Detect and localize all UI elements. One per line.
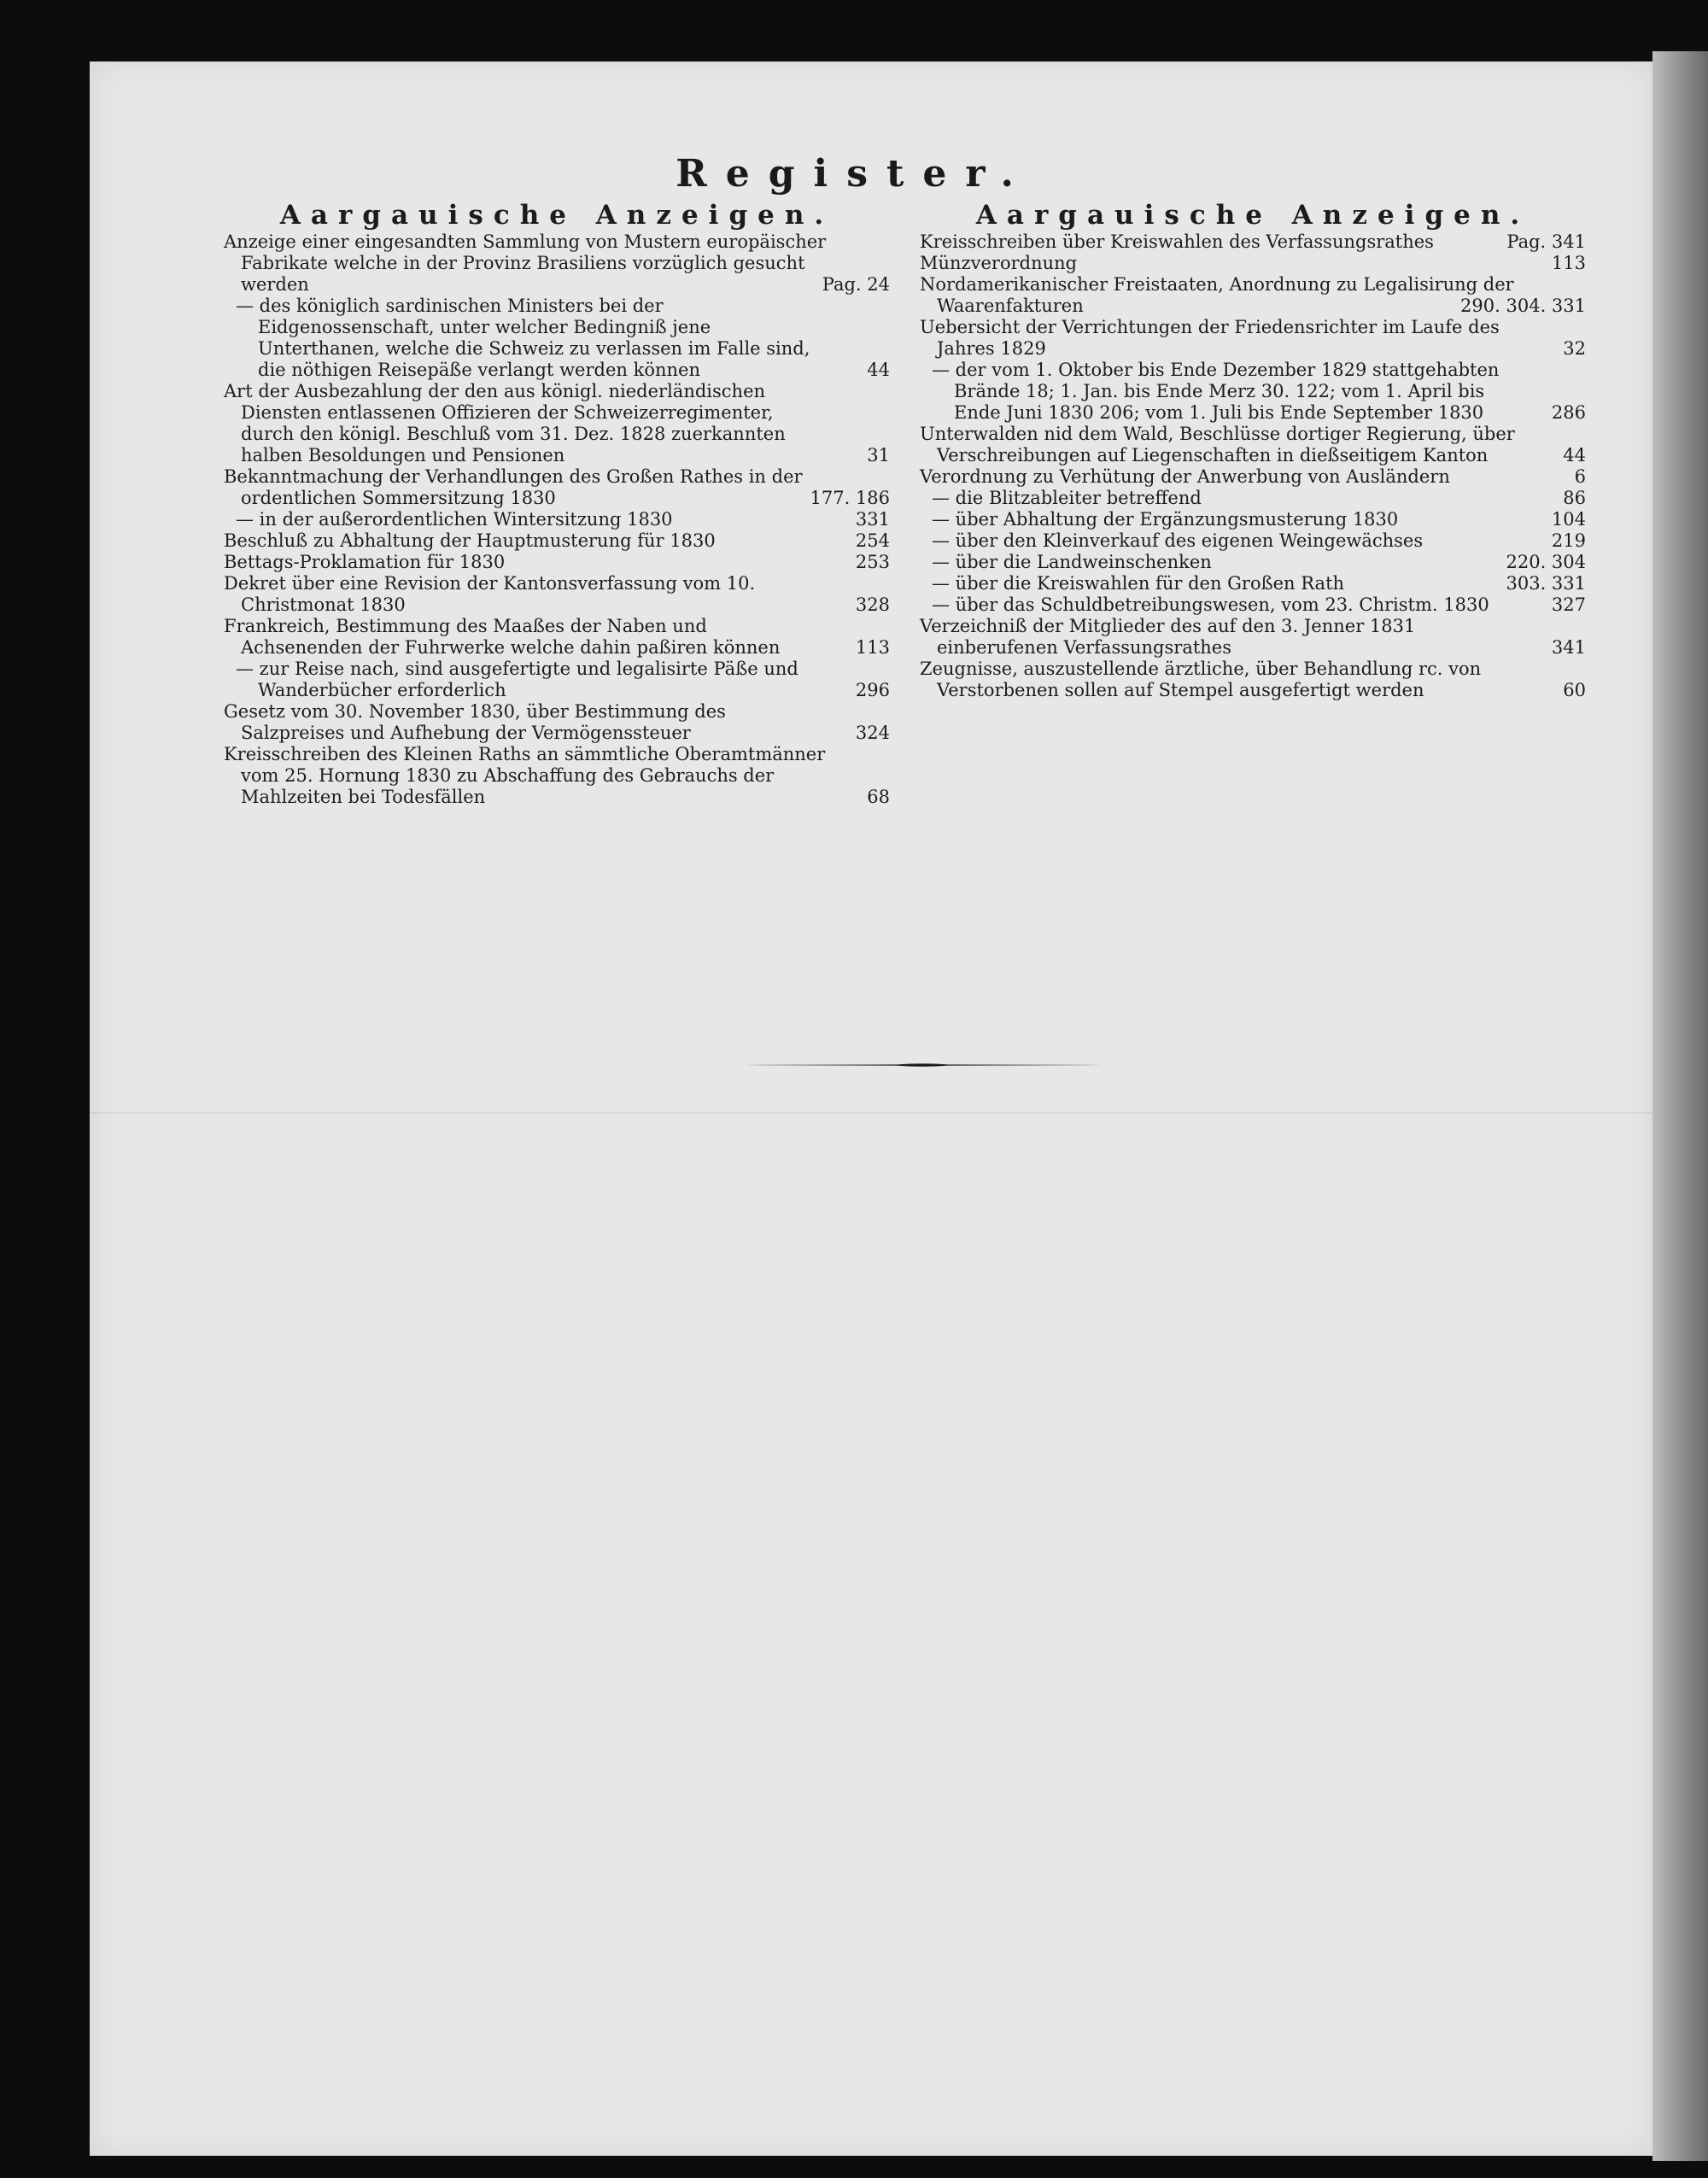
entry-page-number: 324 (855, 723, 890, 743)
register-entry (224, 509, 890, 530)
register-entry (920, 253, 1586, 274)
register-entry (920, 616, 1586, 659)
left-column-heading: Aargauische Anzeigen. (279, 200, 834, 231)
entry-page-number: 113 (855, 637, 890, 658)
entry-text: — über das Schuldbetreibungswesen, vom 23. Christm. 1830 (932, 594, 1489, 615)
register-entry (224, 466, 890, 509)
entry-page-number: 31 (867, 445, 890, 465)
right-column-heading: Aargauische Anzeigen. (975, 200, 1530, 231)
entry-text: Frankreich, Bestimmung des Maaßes der Naben und Achsenenden der Fuhrwerke welche dahin paßiren können (224, 616, 781, 658)
entry-text: — der vom 1. Oktober bis Ende Dezember 1829 stattgehabten Brände 18; 1. Jan. bis Ende Merz 30. 122; vom 1. April bis Ende Juni 1830 206; vom 1. Juli bis Ende September 1830 (932, 360, 1500, 423)
entry-text: Bettags-Proklamation für 1830 (224, 552, 506, 572)
register-entry (224, 231, 890, 296)
entry-page-number: 68 (867, 787, 890, 807)
entry-text: Zeugnisse, auszustellende ärztliche, über Behandlung rc. von Verstorbenen sollen auf Stempel ausgefertigt werden (920, 659, 1482, 700)
entry-text: — über Abhaltung der Ergänzungsmusterung 1830 (932, 509, 1399, 530)
entry-text: Kreisschreiben des Kleinen Raths an sämmtliche Oberamtmänner vom 25. Hornung 1830 zu Abschaffung des Gebrauchs der Mahlzeiten bei Todesfällen (224, 744, 826, 807)
entry-page-number: 290. 304. 331 (1460, 296, 1586, 316)
right-entries-list (920, 231, 1586, 701)
entry-text: Dekret über eine Revision der Kantonsverfassung vom 10. Christmonat 1830 (224, 573, 756, 615)
entry-page-number: 219 (1551, 530, 1586, 551)
entry-page-number: 44 (867, 360, 890, 380)
entry-page-number: 220. 304 (1506, 552, 1586, 572)
entry-page-number: 177. 186 (810, 488, 890, 508)
entry-page-number: 6 (1574, 466, 1586, 487)
entry-page-number: 32 (1563, 338, 1586, 359)
entry-text: — über die Landweinschenken (932, 552, 1212, 572)
entry-page-number: 113 (1551, 253, 1586, 273)
entry-text: Verordnung zu Verhütung der Anwerbung von Ausländern (920, 466, 1450, 487)
entry-page-number: 296 (855, 680, 890, 700)
entry-text: — in der außerordentlichen Wintersitzung 1830 (236, 509, 673, 530)
entry-text: — zur Reise nach, sind ausgefertigte und legalisirte Päße und Wanderbücher erforderlich (236, 659, 798, 700)
register-entry (920, 530, 1586, 552)
register-entry (920, 659, 1586, 701)
entry-text: Münzverordnung (920, 253, 1078, 273)
entry-text: Anzeige einer eingesandten Sammlung von Mustern europäischer Fabrikate welche in der Provinz Brasiliens vorzüglich gesucht werden (224, 231, 827, 295)
entry-page-number: 286 (1551, 402, 1586, 423)
register-entry (920, 231, 1586, 253)
entry-text: Kreisschreiben über Kreiswahlen des Verfassungsrathes (920, 231, 1434, 252)
entry-text: — des königlich sardinischen Ministers bei der Eidgenossenschaft, unter welcher Bedingniß jene Unterthanen, welche die Schweiz zu verlassen im Falle sind, die nöthigen Reisepäße verlangt werden können (236, 296, 810, 380)
entry-text: Beschluß zu Abhaltung der Hauptmusterung für 1830 (224, 530, 716, 551)
register-entry (920, 274, 1586, 317)
entry-text: Uebersicht der Verrichtungen der Friedensrichter im Laufe des Jahres 1829 (920, 317, 1500, 359)
register-entry (224, 744, 890, 808)
entry-text: Bekanntmachung der Verhandlungen des Großen Rathes in der ordentlichen Sommersitzung 1830 (224, 466, 803, 508)
register-entry (224, 381, 890, 466)
next-page-edge (1652, 51, 1708, 2161)
entry-page-number: 60 (1563, 680, 1586, 700)
register-entry (920, 573, 1586, 594)
register-entry (224, 296, 890, 381)
entry-page-number: 331 (855, 509, 890, 530)
entry-text: Gesetz vom 30. November 1830, über Bestimmung des Salzpreises und Aufhebung der Vermögenssteuer (224, 701, 726, 743)
register-entry (920, 509, 1586, 530)
section-divider-rule (743, 1063, 1102, 1068)
page-title: Register. (676, 152, 1032, 196)
entry-page-number: 328 (855, 594, 890, 615)
register-entry (224, 552, 890, 573)
right-column (920, 200, 1586, 701)
register-entry (920, 488, 1586, 509)
entry-page-number: 104 (1551, 509, 1586, 530)
entry-page-number: 303. 331 (1506, 573, 1586, 594)
register-entry (920, 424, 1586, 466)
entry-page-number: 254 (855, 530, 890, 551)
entry-page-number: 86 (1563, 488, 1586, 508)
entry-page-number: 341 (1551, 637, 1586, 658)
register-entry (224, 573, 890, 616)
register-entry (224, 530, 890, 552)
entry-page-number: Pag. 24 (822, 274, 890, 295)
entry-text: Nordamerikanischer Freistaaten, Anordnung zu Legalisirung der Waarenfakturen (920, 274, 1514, 316)
page-fold (90, 1112, 1652, 1114)
entry-text: — über die Kreiswahlen für den Großen Rath (932, 573, 1345, 594)
register-entry (224, 659, 890, 701)
left-column (224, 200, 890, 808)
entry-page-number: 253 (855, 552, 890, 572)
register-entry (920, 317, 1586, 360)
entry-page-number: Pag. 341 (1506, 231, 1586, 252)
register-entry (224, 701, 890, 744)
entry-text: Unterwalden nid dem Wald, Beschlüsse dortiger Regierung, über Verschreibungen auf Liegenschaften in dießseitigem Kanton (920, 424, 1515, 465)
entry-text: Verzeichniß der Mitglieder des auf den 3. Jenner 1831 einberufenen Verfassungsrathes (920, 616, 1416, 658)
entry-text: — die Blitzableiter betreffend (932, 488, 1202, 508)
register-entry (920, 360, 1586, 424)
register-entry (920, 594, 1586, 616)
left-entries-list (224, 231, 890, 808)
register-entry (224, 616, 890, 659)
entry-page-number: 327 (1551, 594, 1586, 615)
entry-page-number: 44 (1563, 445, 1586, 465)
register-entry (920, 552, 1586, 573)
entry-text: Art der Ausbezahlung der den aus königl. niederländischen Diensten entlassenen Offizieren der Schweizerregimenter, durch den königl. Beschluß vom 31. Dez. 1828 zuerkannten halben Besoldungen und Pensionen (224, 381, 786, 465)
entry-text: — über den Kleinverkauf des eigenen Weingewächses (932, 530, 1424, 551)
register-entry (920, 466, 1586, 488)
